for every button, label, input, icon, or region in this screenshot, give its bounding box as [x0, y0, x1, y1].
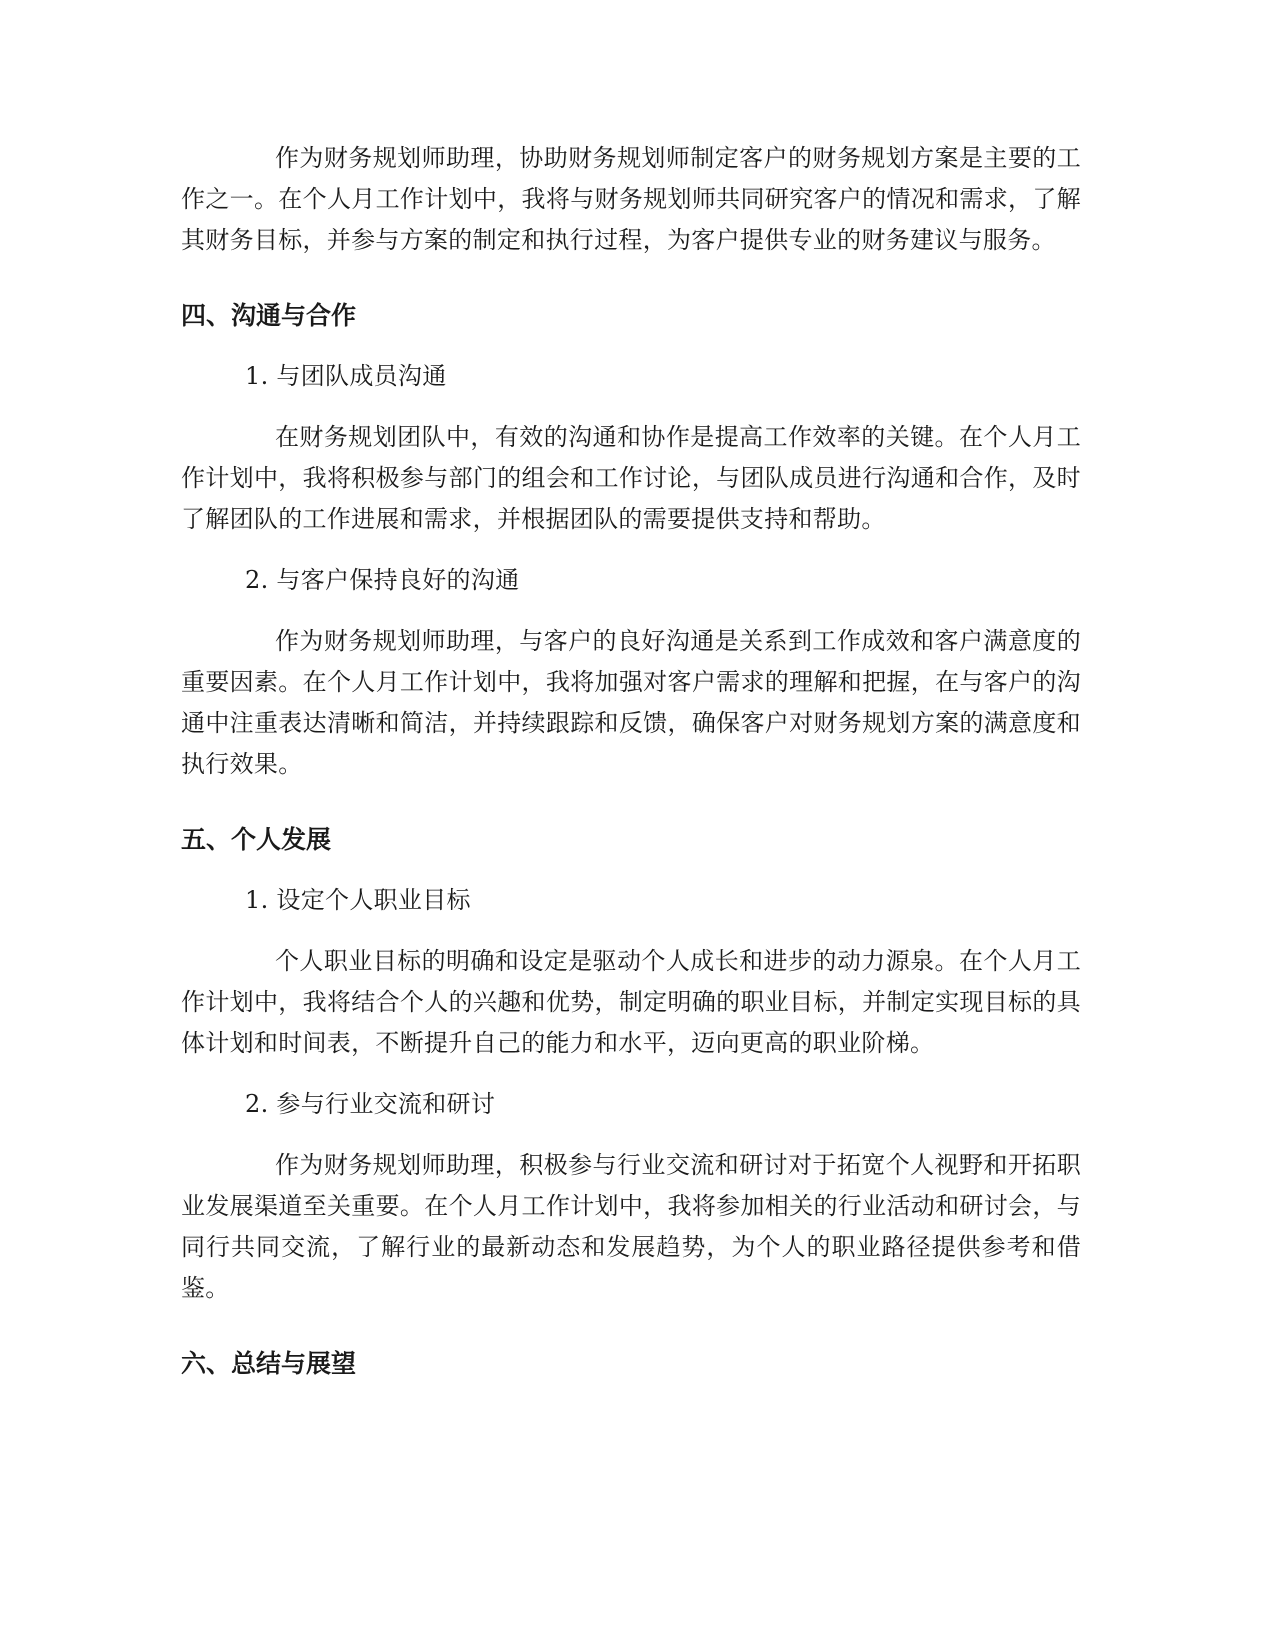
section-5-item-2-text: 作为财务规划师助理，积极参与行业交流和研讨对于拓宽个人视野和开拓职业发展渠道至关重要。在个人月工作计划中，我将参加相关的行业活动和研讨会，与同行共同交流，了解行业的最新动态和发展趋势，为个人的职业路径提供参考和借鉴。: [181, 1151, 1081, 1302]
section-5-item-1-text: 个人职业目标的明确和设定是驱动个人成长和进步的动力源泉。在个人月工作计划中，我将结合个人的兴趣和优势，制定明确的职业目标，并制定实现目标的具体计划和时间表，不断提升自己的能力和水平，迈向更高的职业阶梯。: [181, 947, 1081, 1057]
section-5-item-2-title: 2. 参与行业交流和研讨: [245, 1090, 496, 1118]
section-4-item-2-text: 作为财务规划师助理，与客户的良好沟通是关系到工作成效和客户满意度的重要因素。在个人月工作计划中，我将加强对客户需求的理解和把握，在与客户的沟通中注重表达清晰和简洁，并持续跟踪和反馈，确保客户对财务规划方案的满意度和执行效果。: [181, 627, 1081, 778]
section-4-item-1-title: 1. 与团队成员沟通: [245, 362, 447, 390]
section-4-heading: 四、沟通与合作: [181, 301, 357, 330]
section-4-item-2-title: 2. 与客户保持良好的沟通: [245, 566, 520, 594]
section-4-item-1-text: 在财务规划团队中，有效的沟通和协作是提高工作效率的关键。在个人月工作计划中，我将积极参与部门的组会和工作讨论，与团队成员进行沟通和合作，及时了解团队的工作进展和需求，并根据团队的需要提供支持和帮助。: [181, 423, 1081, 533]
section-5-item-1-title: 1. 设定个人职业目标: [245, 886, 471, 914]
section-5-heading: 五、个人发展: [181, 825, 332, 854]
intro-paragraph: 作为财务规划师助理，协助财务规划师制定客户的财务规划方案是主要的工作之一。在个人月工作计划中，我将与财务规划师共同研究客户的情况和需求，了解其财务目标，并参与方案的制定和执行过程，为客户提供专业的财务建议与服务。: [181, 144, 1081, 254]
document-page: [181, 138, 1081, 1404]
section-6-heading: 六、总结与展望: [181, 1349, 357, 1378]
